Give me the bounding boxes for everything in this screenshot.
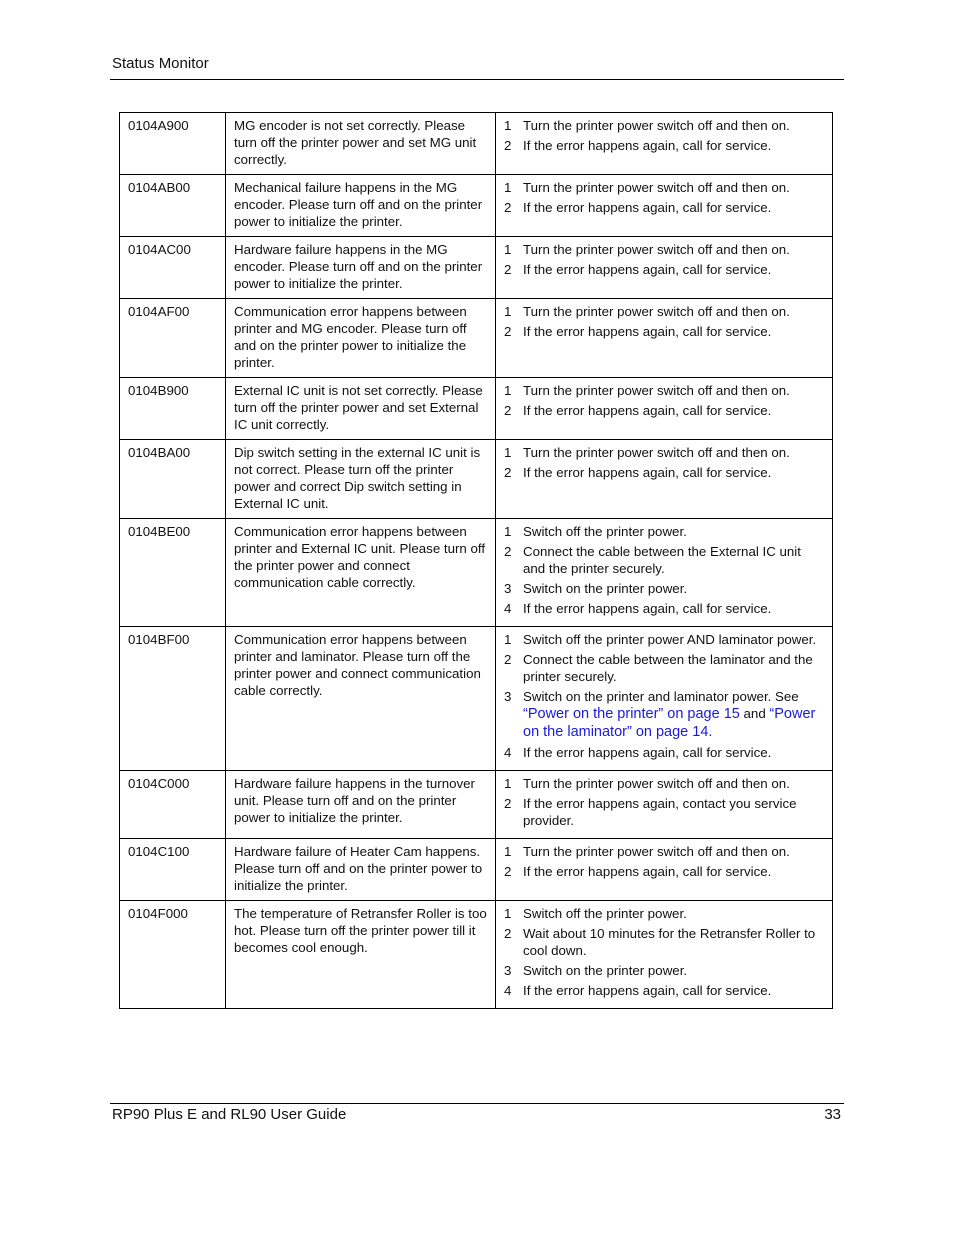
step-text: If the error happens again, call for service. <box>523 465 772 480</box>
error-action-cell <box>496 113 833 175</box>
action-steps-list <box>504 241 824 278</box>
step-text: Turn the printer power switch off and then on. <box>523 383 790 398</box>
action-steps-list <box>504 303 824 340</box>
step-number: 3 <box>504 581 512 596</box>
action-steps-list <box>504 843 824 880</box>
error-action-cell <box>496 901 833 1009</box>
error-code-cell: 0104BE00 <box>120 519 226 627</box>
cross-reference-link[interactable]: “Power on the printer” on page 15 <box>523 706 740 722</box>
step-number: 2 <box>504 465 512 480</box>
table-row <box>120 175 833 237</box>
action-step <box>504 137 824 154</box>
step-number: 1 <box>504 445 512 460</box>
step-text: Connect the cable between the laminator and the printer securely. <box>523 652 813 684</box>
step-number: 1 <box>504 180 512 195</box>
step-number: 1 <box>504 383 512 398</box>
error-code-cell: 0104AC00 <box>120 237 226 299</box>
table-row <box>120 519 833 627</box>
step-text: Turn the printer power switch off and then on. <box>523 242 790 257</box>
error-description-cell: MG encoder is not set correctly. Please turn off the printer power and set MG unit correctly. <box>226 113 496 175</box>
step-text: If the error happens again, call for service. <box>523 262 772 277</box>
step-text: If the error happens again, call for service. <box>523 745 772 760</box>
table-row <box>120 237 833 299</box>
action-steps-list <box>504 382 824 419</box>
step-number: 1 <box>504 118 512 133</box>
action-step <box>504 323 824 340</box>
error-description-cell: External IC unit is not set correctly. Please turn off the printer power and set External IC unit correctly. <box>226 378 496 440</box>
error-description-cell: Hardware failure of Heater Cam happens. Please turn off and on the printer power to initialize the printer. <box>226 839 496 901</box>
step-number: 1 <box>504 844 512 859</box>
action-step <box>504 464 824 481</box>
error-description-cell: The temperature of Retransfer Roller is too hot. Please turn off the printer power till it becomes cool enough. <box>226 901 496 1009</box>
error-code-cell: 0104AF00 <box>120 299 226 378</box>
action-steps-list <box>504 775 824 829</box>
step-text: Turn the printer power switch off and then on. <box>523 118 790 133</box>
step-number: 2 <box>504 926 512 941</box>
action-step <box>504 905 824 922</box>
action-step <box>504 523 824 540</box>
step-text: Switch on the printer and laminator power. See <box>523 689 799 704</box>
table-row <box>120 113 833 175</box>
step-text: Turn the printer power switch off and then on. <box>523 304 790 319</box>
step-number: 2 <box>504 138 512 153</box>
action-step <box>504 688 824 741</box>
error-description-cell: Dip switch setting in the external IC unit is not correct. Please turn off the printer power and correct Dip switch setting in External IC unit. <box>226 440 496 519</box>
action-step <box>504 117 824 134</box>
action-step <box>504 631 824 648</box>
action-step <box>504 444 824 461</box>
error-code-cell: 0104C000 <box>120 771 226 839</box>
step-text: If the error happens again, call for service. <box>523 403 772 418</box>
step-number: 2 <box>504 864 512 879</box>
action-step <box>504 261 824 278</box>
error-code-cell: 0104B900 <box>120 378 226 440</box>
step-number: 2 <box>504 652 512 667</box>
step-text: Switch on the printer power. <box>523 581 688 596</box>
step-text: Switch off the printer power. <box>523 524 687 539</box>
step-number: 1 <box>504 524 512 539</box>
step-text: Wait about 10 minutes for the Retransfer Roller to cool down. <box>523 926 816 958</box>
error-description-cell: Communication error happens between printer and External IC unit. Please turn off the printer power and connect communication cable correctly. <box>226 519 496 627</box>
step-text: Switch off the printer power. <box>523 906 687 921</box>
error-action-cell <box>496 440 833 519</box>
error-code-cell: 0104BA00 <box>120 440 226 519</box>
step-number: 4 <box>504 745 512 760</box>
step-text: Switch on the printer power. <box>523 963 688 978</box>
table-row <box>120 299 833 378</box>
error-action-cell <box>496 771 833 839</box>
step-number: 1 <box>504 632 512 647</box>
action-steps-list <box>504 179 824 216</box>
step-text: Turn the printer power switch off and then on. <box>523 776 790 791</box>
step-number: 2 <box>504 796 512 811</box>
footer-guide-title: RP90 Plus E and RL90 User Guide <box>112 1106 347 1123</box>
step-text: If the error happens again, call for service. <box>523 864 772 879</box>
table-row <box>120 839 833 901</box>
step-text: Connect the cable between the External IC unit and the printer securely. <box>523 544 801 576</box>
running-header-title: Status Monitor <box>112 55 209 72</box>
error-action-cell <box>496 299 833 378</box>
step-text: Switch off the printer power AND laminator power. <box>523 632 817 647</box>
step-number: 1 <box>504 304 512 319</box>
action-step <box>504 775 824 792</box>
step-text: If the error happens again, call for service. <box>523 138 772 153</box>
action-step <box>504 382 824 399</box>
action-step <box>504 795 824 829</box>
action-steps-list <box>504 444 824 481</box>
error-code-table-body <box>120 113 833 1009</box>
step-number: 2 <box>504 324 512 339</box>
error-code-cell: 0104C100 <box>120 839 226 901</box>
action-step <box>504 925 824 959</box>
step-text: Turn the printer power switch off and then on. <box>523 844 790 859</box>
step-text: and <box>739 706 770 721</box>
error-action-cell <box>496 839 833 901</box>
action-steps-list <box>504 631 824 761</box>
action-step <box>504 843 824 860</box>
error-description-cell: Hardware failure happens in the MG encoder. Please turn off and on the printer power to initialize the printer. <box>226 237 496 299</box>
error-action-cell <box>496 627 833 771</box>
error-code-cell: 0104AB00 <box>120 175 226 237</box>
step-text: Turn the printer power switch off and then on. <box>523 445 790 460</box>
table-row <box>120 440 833 519</box>
header-divider <box>110 79 844 80</box>
table-row <box>120 627 833 771</box>
step-number: 2 <box>504 262 512 277</box>
action-steps-list <box>504 523 824 617</box>
action-step <box>504 402 824 419</box>
error-code-cell: 0104F000 <box>120 901 226 1009</box>
step-number: 4 <box>504 983 512 998</box>
action-step <box>504 744 824 761</box>
step-number: 1 <box>504 776 512 791</box>
step-text: If the error happens again, call for service. <box>523 601 772 616</box>
error-description-cell: Hardware failure happens in the turnover unit. Please turn off and on the printer power to initialize the printer. <box>226 771 496 839</box>
error-description-cell: Mechanical failure happens in the MG encoder. Please turn off and on the printer power to initialize the printer. <box>226 175 496 237</box>
step-number: 3 <box>504 963 512 978</box>
action-steps-list <box>504 905 824 999</box>
action-step <box>504 651 824 685</box>
action-step <box>504 241 824 258</box>
footer-divider <box>110 1103 844 1104</box>
error-description-cell: Communication error happens between printer and laminator. Please turn off the printer power and connect communication cable correctly. <box>226 627 496 771</box>
error-action-cell <box>496 237 833 299</box>
action-steps-list <box>504 117 824 154</box>
step-number: 1 <box>504 906 512 921</box>
action-step <box>504 982 824 999</box>
step-number: 2 <box>504 544 512 559</box>
step-text: Turn the printer power switch off and then on. <box>523 180 790 195</box>
action-step <box>504 962 824 979</box>
step-text: If the error happens again, call for service. <box>523 324 772 339</box>
error-action-cell <box>496 378 833 440</box>
action-step <box>504 863 824 880</box>
action-step <box>504 543 824 577</box>
error-code-cell: 0104A900 <box>120 113 226 175</box>
table-row <box>120 378 833 440</box>
cross-reference-link[interactable]: “Power on the laminator” on page 14. <box>523 706 816 740</box>
error-code-table <box>119 112 833 1009</box>
table-row <box>120 901 833 1009</box>
table-row <box>120 771 833 839</box>
step-text: If the error happens again, contact you service provider. <box>523 796 797 828</box>
step-text: If the error happens again, call for service. <box>523 200 772 215</box>
action-step <box>504 600 824 617</box>
action-step <box>504 580 824 597</box>
action-step <box>504 303 824 320</box>
action-step <box>504 199 824 216</box>
error-action-cell <box>496 519 833 627</box>
step-number: 4 <box>504 601 512 616</box>
error-description-cell: Communication error happens between printer and MG encoder. Please turn off and on the printer power to initialize the printer. <box>226 299 496 378</box>
step-number: 2 <box>504 403 512 418</box>
step-number: 1 <box>504 242 512 257</box>
step-number: 3 <box>504 689 512 704</box>
step-text: If the error happens again, call for service. <box>523 983 772 998</box>
step-number: 2 <box>504 200 512 215</box>
error-code-cell: 0104BF00 <box>120 627 226 771</box>
action-step <box>504 179 824 196</box>
error-action-cell <box>496 175 833 237</box>
page-number: 33 <box>824 1106 841 1123</box>
